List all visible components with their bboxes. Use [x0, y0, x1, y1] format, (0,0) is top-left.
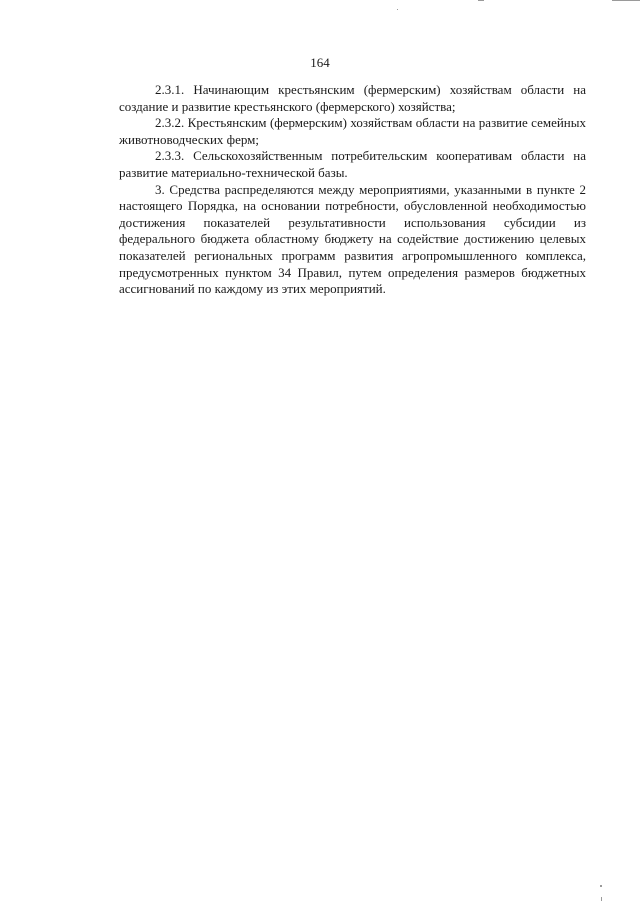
scan-artifact [612, 0, 640, 1]
scan-artifact [478, 0, 484, 1]
scan-artifact [600, 885, 602, 887]
paragraph-2-3-2: 2.3.2. Крестьянским (фермерским) хозяйствам области на развитие семейных животноводческих ферм; [119, 115, 586, 147]
document-body [119, 82, 586, 298]
paragraph-2-3-3: 2.3.3. Сельскохозяйственным потребительским кооперативам области на развитие материально-технической базы. [119, 148, 586, 180]
scan-artifact [397, 9, 398, 10]
scan-artifact [601, 897, 602, 901]
paragraph-2-3-1: 2.3.1. Начинающим крестьянским (фермерским) хозяйствам области на создание и развитие крестьянского (фермерского) хозяйства; [119, 82, 586, 114]
paragraph-3: 3. Средства распределяются между мероприятиями, указанными в пункте 2 настоящего Порядка, на основании потребности, обусловленной необходимостью достижения показателей результативности использования субсидии из федерального бюджета областному бюджету на содействие достижению целевых показателей региональных программ развития агропромышленного комплекса, предусмотренных пунктом 34 Правил, путем определения размеров бюджетных ассигнований по каждому из этих мероприятий. [119, 181, 586, 297]
page-number: 164 [310, 55, 330, 70]
